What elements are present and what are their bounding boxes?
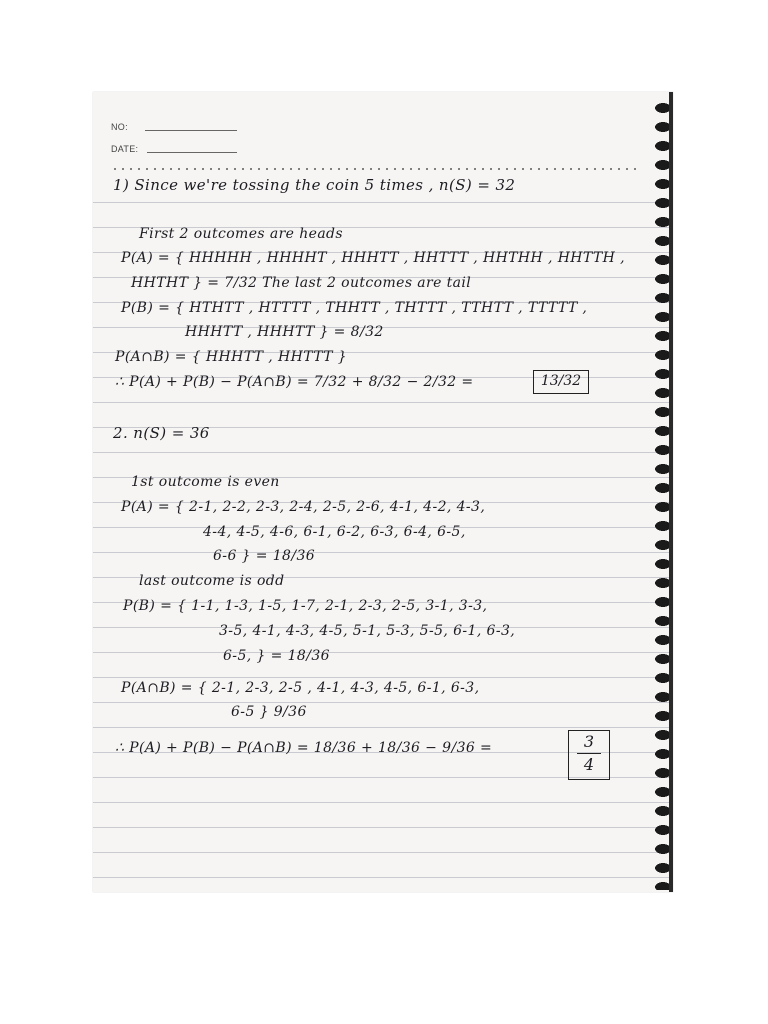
q1-pb-line2: HHHTT , HHHTT } = 8/32 xyxy=(185,324,384,340)
q2-pab-line2: 6-5 } 9/36 xyxy=(231,704,307,720)
q1-pa-line2: HHTHT } = 7/32 The last 2 outcomes are tail xyxy=(131,275,472,291)
q1-pa-line1: P(A) = { HHHHH , HHHHT , HHHTT , HHTTT , HHTHH , HHTTH , xyxy=(121,250,625,266)
q2-pa-line3: 6-6 } = 18/36 xyxy=(213,548,316,564)
q1-pab-line: P(A∩B) = { HHHTT , HHTTT } xyxy=(115,349,348,365)
q1-result-line: ∴ P(A) + P(B) − P(A∩B) = 7/32 + 8/32 − 2/32 = xyxy=(115,374,474,390)
q1-a-caption: First 2 outcomes are heads xyxy=(139,226,344,242)
q2-answer-box xyxy=(568,730,610,780)
q2-answer-denominator: 4 xyxy=(583,755,595,774)
spiral-edge xyxy=(669,92,673,892)
q2-pb-line2: 3-5, 4-1, 4-3, 4-5, 5-1, 5-3, 5-5, 6-1, 6-3, xyxy=(219,623,516,639)
q2-pa-line2: 4-4, 4-5, 4-6, 6-1, 6-2, 6-3, 6-4, 6-5, xyxy=(203,524,466,540)
q2-b-caption: last outcome is odd xyxy=(139,573,285,589)
q1-answer: 13/32 xyxy=(540,373,582,389)
q1-pb-line1: P(B) = { HTHTT , HTTTT , THHTT , THTTT , TTHTT , TTTTT , xyxy=(121,300,588,316)
q2-pb-line3: 6-5, } = 18/36 xyxy=(223,648,330,664)
q1-intro: 1) Since we're tossing the coin 5 times , n(S) = 32 xyxy=(113,176,516,194)
dotted-separator xyxy=(111,168,641,170)
q2-answer-numerator: 3 xyxy=(577,731,601,754)
q2-pab-line1: P(A∩B) = { 2-1, 2-3, 2-5 , 4-1, 4-3, 4-5, 6-1, 6-3, xyxy=(121,680,480,696)
q2-intro: 2. n(S) = 36 xyxy=(113,424,210,442)
q1-answer-box xyxy=(533,370,589,394)
q2-a-caption: 1st outcome is even xyxy=(131,474,280,490)
q2-result-line: ∴ P(A) + P(B) − P(A∩B) = 18/36 + 18/36 − 9/36 = xyxy=(115,740,493,756)
page-header-area xyxy=(93,92,673,178)
q2-pb-line1: P(B) = { 1-1, 1-3, 1-5, 1-7, 2-1, 2-3, 2-5, 3-1, 3-3, xyxy=(123,598,488,614)
date-label: DATE: xyxy=(111,144,139,154)
date-underline xyxy=(147,152,237,153)
no-underline xyxy=(145,130,237,131)
notebook-page xyxy=(93,92,673,892)
q2-pa-line1: P(A) = { 2-1, 2-2, 2-3, 2-4, 2-5, 2-6, 4-1, 4-2, 4-3, xyxy=(121,499,486,515)
no-label: NO: xyxy=(111,122,128,132)
